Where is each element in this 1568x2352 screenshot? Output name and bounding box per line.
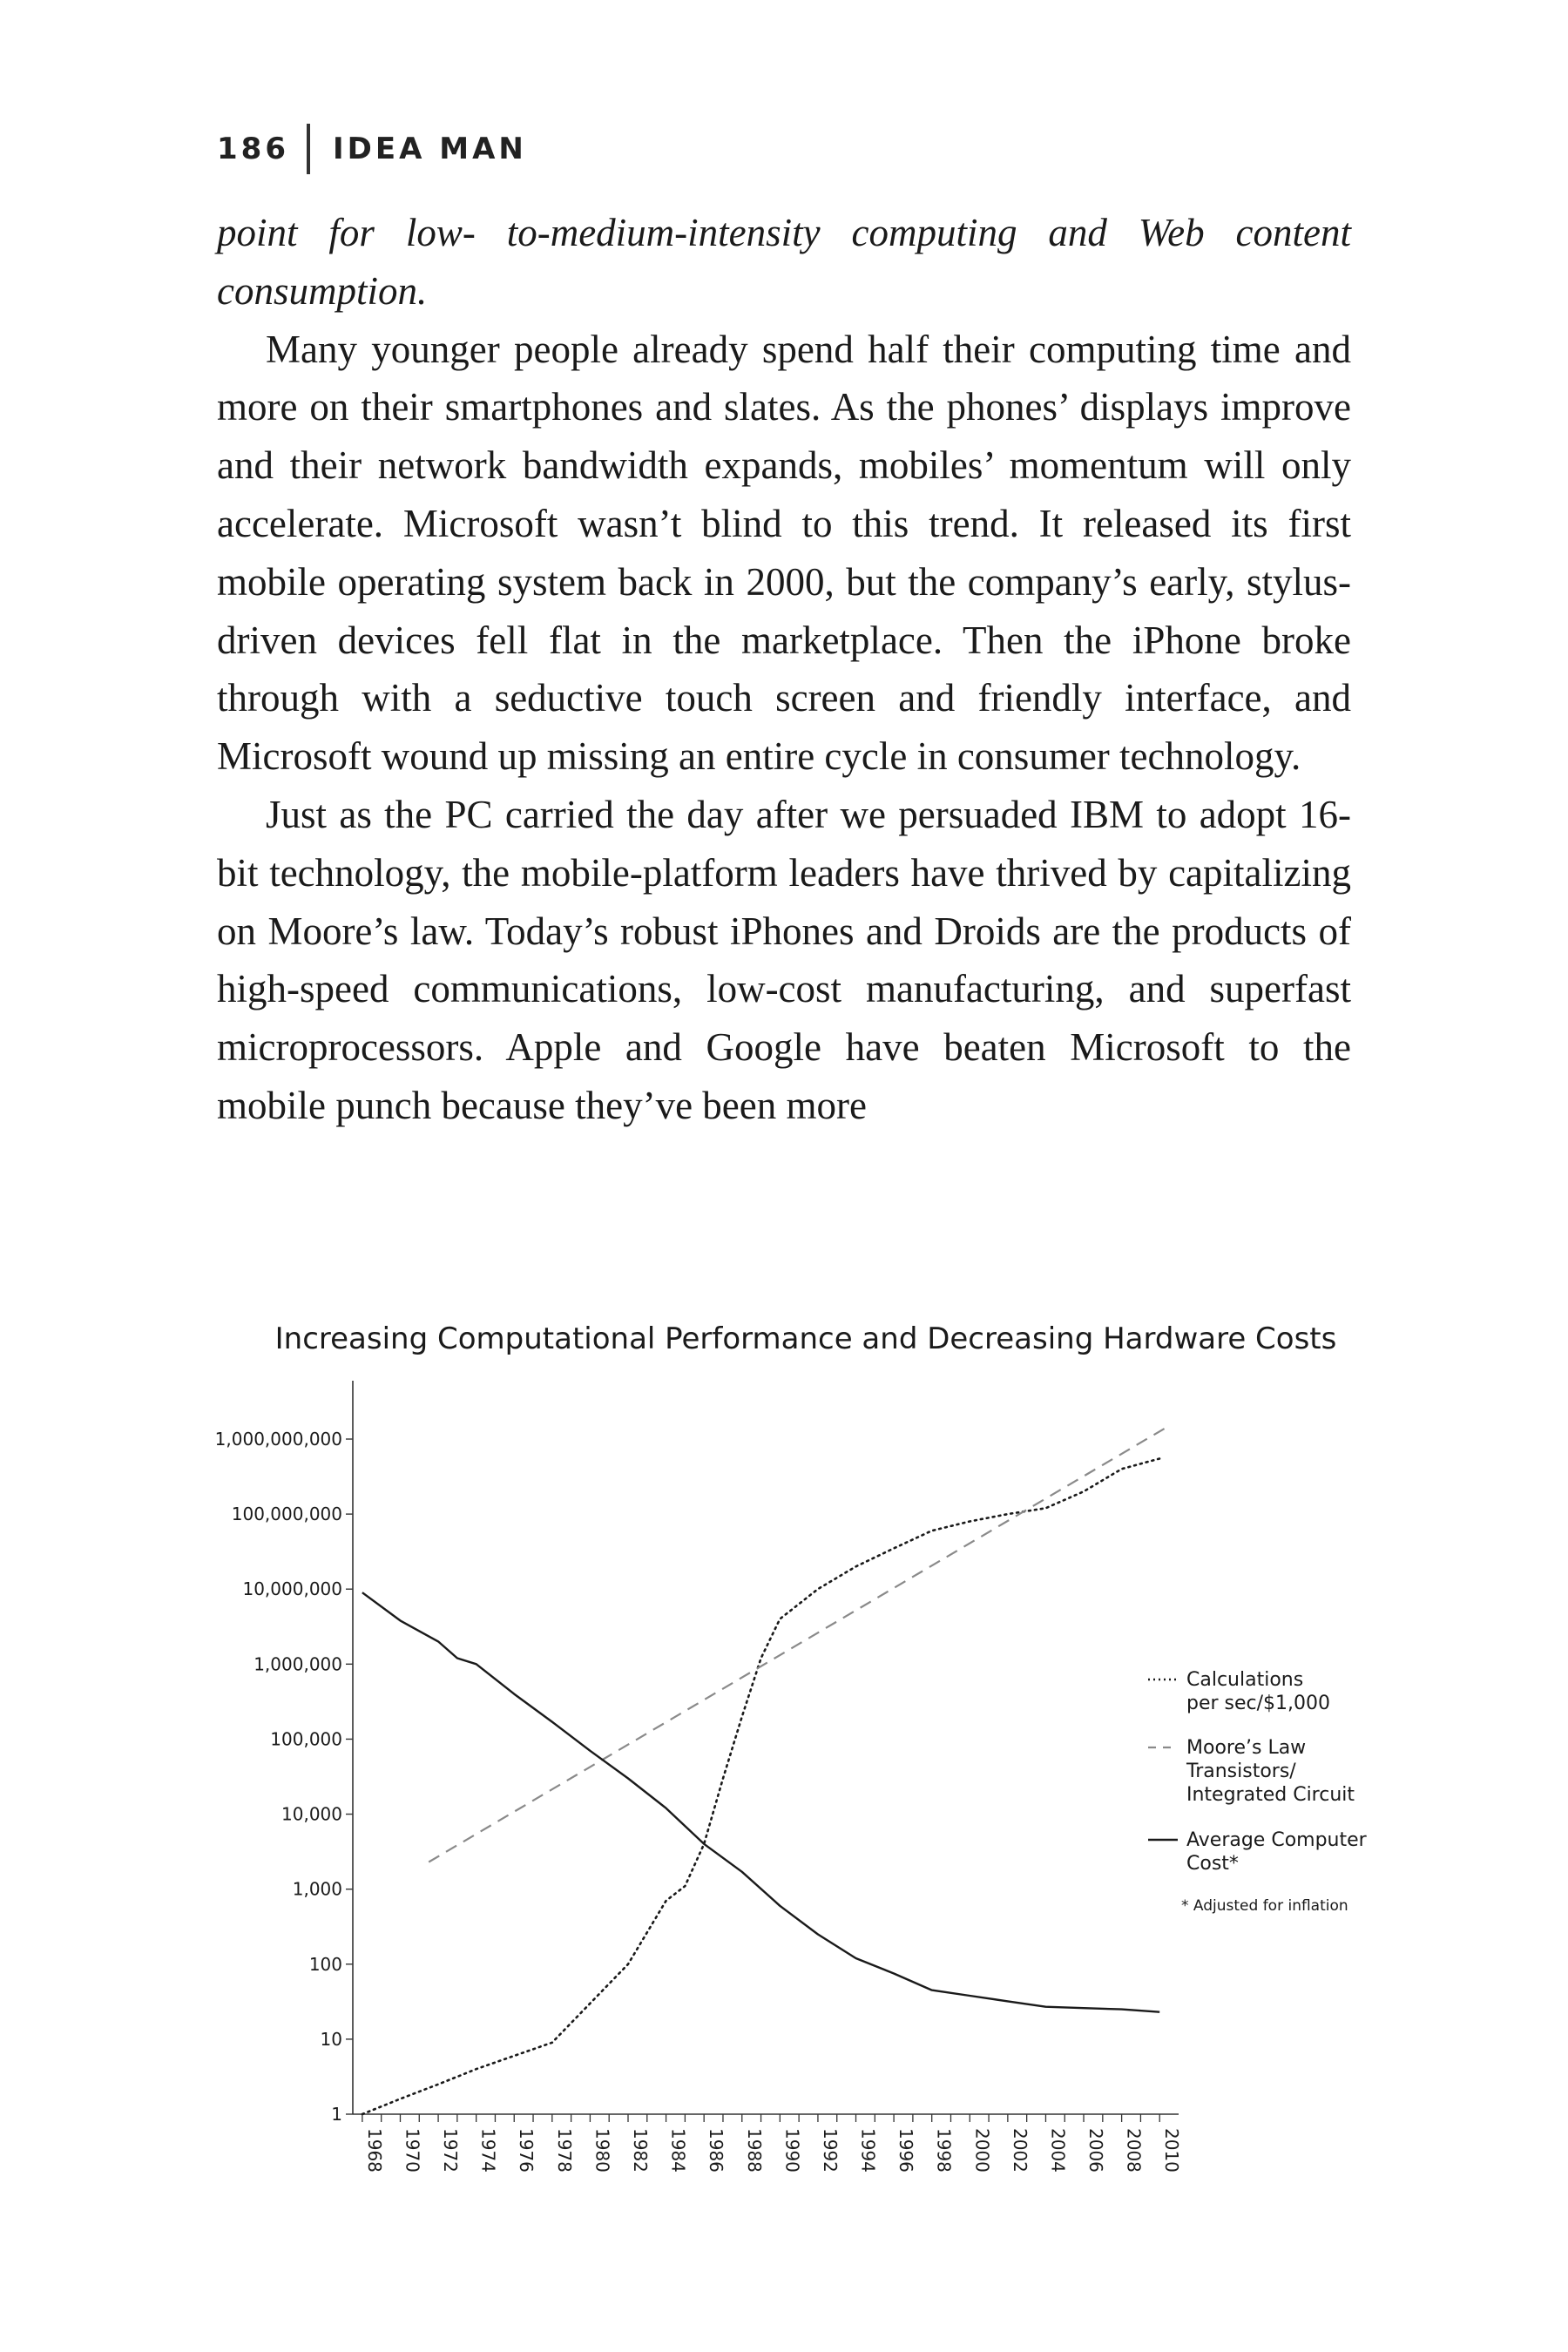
x-tick-label: 2010 [1161,2128,1183,2173]
legend-label: Transistors/ [1186,1761,1296,1782]
y-tick-label: 100,000,000 [231,1504,342,1525]
y-tick-label: 100 [308,1953,342,1975]
x-tick-label: 2000 [971,2128,993,2173]
y-tick-label: 10,000,000 [242,1578,342,1600]
x-tick-label: 1968 [363,2128,385,2173]
x-tick-label: 1978 [553,2128,575,2173]
performance-cost-chart [0,1307,1568,2195]
legend-label: Moore’s Law [1186,1737,1307,1759]
x-tick-label: 1982 [630,2128,651,2173]
x-tick-label: 2004 [1047,2128,1069,2173]
legend-label: Cost* [1186,1853,1239,1875]
y-tick-label: 10 [320,2028,342,2050]
paragraph-moores-law: Just as the PC carried the day after we persuaded IBM to adopt 16-bit technology, the mobile-platform leaders have thrived by capitalizing on Moore’s law. Today’s robust iPhones and Droids are the products of high-speed communications, low-cost manufacturing, and superfast microprocessors. Apple and Google have beaten Microsoft to the mobile punch because they’ve been more [217,792,1351,1127]
x-tick-label: 1990 [781,2128,803,2173]
series-line-1 [429,1426,1169,1862]
header-divider [307,124,310,174]
chart-title: Increasing Computational Performance and Decreasing Hardware Costs [274,1321,1337,1356]
chart-axes [215,1381,1183,2173]
x-tick-label: 1972 [440,2128,462,2173]
series-line-2 [362,1592,1159,2012]
x-tick-label: 1980 [591,2128,613,2173]
x-tick-label: 1998 [933,2128,955,2173]
chart-footnote: * Adjusted for inflation [1181,1897,1348,1915]
y-tick-label: 100,000 [270,1728,342,1750]
body-text [217,204,1351,1135]
running-head [217,122,527,176]
legend-label: Integrated Circuit [1186,1784,1355,1806]
x-tick-label: 2006 [1085,2128,1107,2173]
y-tick-label: 10,000 [281,1803,342,1825]
x-tick-label: 1976 [516,2128,537,2173]
paragraph-continuation: point for low- to-medium-intensity computing and Web content consumption. [217,211,1351,313]
x-tick-label: 1986 [706,2128,727,2173]
chart-legend [1148,1669,1368,1915]
x-tick-label: 2002 [1009,2128,1031,2173]
paragraph-mobile-trend: Many younger people already spend half their computing time and more on their smartphones and slates. As the phones’ displays improve and their network bandwidth expands, mobiles’ momentum will only accelerate. Microsoft wasn’t blind to this trend. It released its first mobile operating system back in 2000, but the company’s early, stylus-driven devices fell flat in the marketplace. Then the iPhone broke through with a seductive touch screen and friendly interface, and Microsoft wound up missing an entire cycle in consumer technology. [217,327,1351,779]
series-line-0 [362,1458,1159,2114]
x-tick-label: 1992 [819,2128,841,2173]
x-tick-label: 1984 [667,2128,689,2173]
x-tick-label: 1994 [857,2128,879,2173]
y-tick-label: 1,000,000 [253,1653,342,1675]
book-title: IDEA MAN [332,132,527,166]
x-tick-label: 1996 [896,2128,917,2173]
y-tick-label: 1,000 [292,1878,342,1900]
x-tick-label: 1988 [743,2128,765,2173]
legend-label: per sec/$1,000 [1186,1693,1331,1714]
legend-label: Average Computer [1186,1829,1367,1851]
y-tick-label: 1 [331,2104,342,2125]
x-tick-label: 1970 [402,2128,423,2173]
chart-series [362,1426,1169,2114]
page-number: 186 [217,132,289,166]
x-tick-label: 2008 [1123,2128,1145,2173]
y-tick-label: 1,000,000,000 [214,1429,342,1450]
legend-label: Calculations [1186,1669,1304,1691]
x-tick-label: 1974 [477,2128,499,2173]
chart-figure [0,1307,1568,2195]
